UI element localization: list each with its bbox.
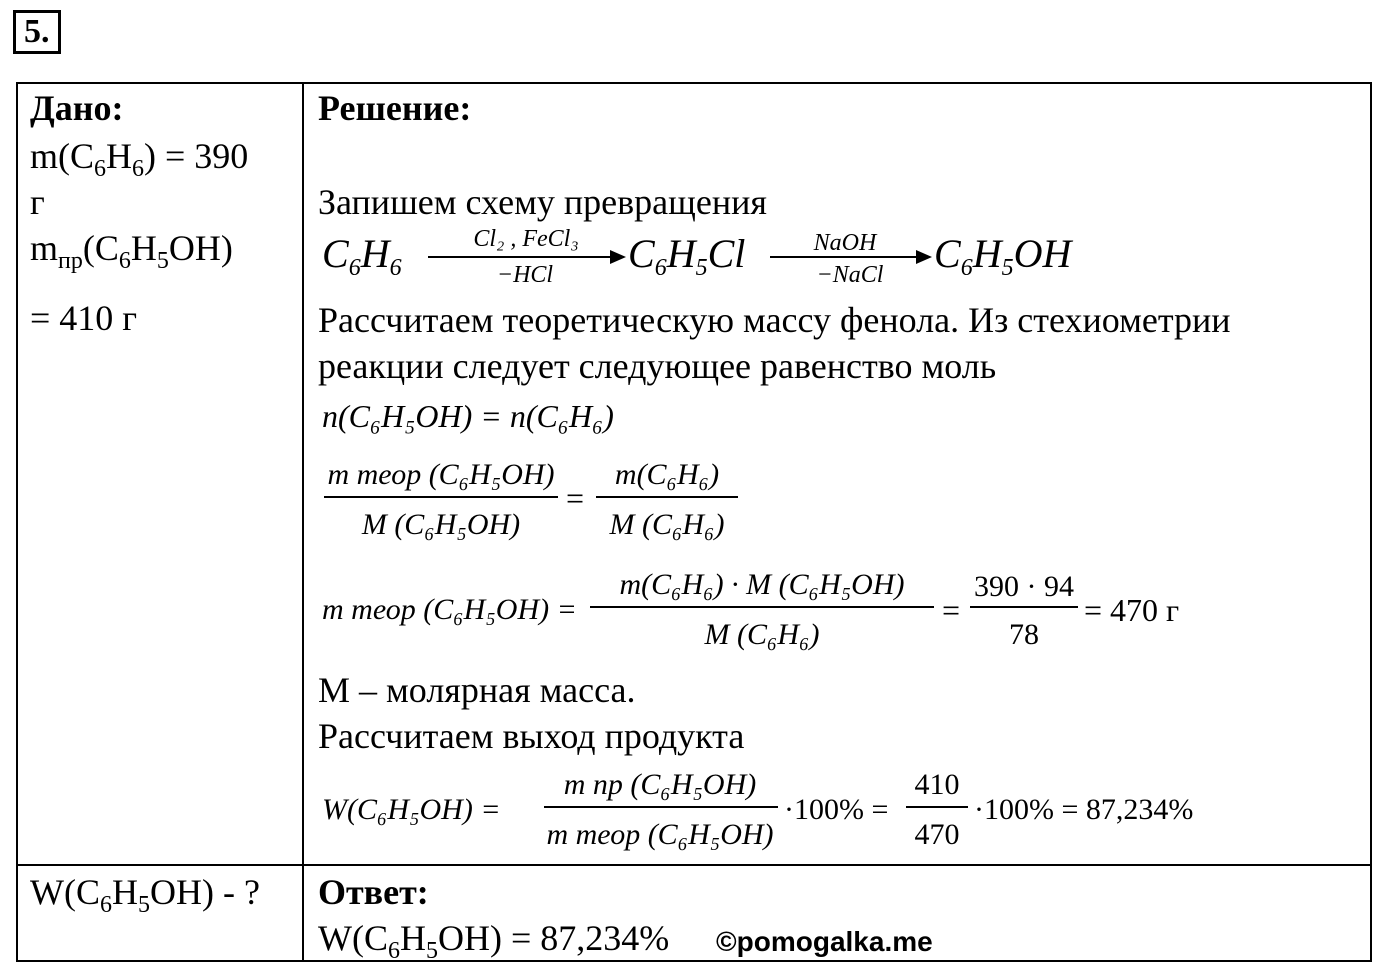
arrow2-conditions-bottom: −NaCl (816, 262, 884, 288)
eq3-equals: = (942, 592, 961, 628)
eq3-denominator-1: M (C₆H₆) (704, 618, 820, 651)
equation-mole-equality: n(C₆H₅OH) = n(C₆H₆) (322, 398, 614, 434)
text-theoretical-mass: Рассчитаем теоретическую массу фенола. Из стехиометрии (318, 300, 1231, 340)
eq2-lhs-fraction-bar (324, 496, 558, 498)
solution-heading: Решение: (318, 88, 472, 128)
eq2-rhs-numerator: m(C₆H₆) (614, 458, 720, 491)
text-mole-equality: реакции следует следующее равенство моль (318, 346, 997, 386)
eq2-lhs-numerator: m теор (C₆H₅OH) (327, 458, 555, 491)
answer-value: $W(C_6H_5OH) = 87,234\%$ (318, 918, 670, 964)
intermediate-chlorobenzene: $C_6H_5Cl$ (628, 231, 746, 281)
scheme-text: Запишем схему превращения (318, 182, 767, 222)
reagent-benzene: $C_6H_6$ (322, 231, 402, 281)
yield-text: Рассчитаем выход продукта (318, 716, 745, 756)
eq4-lhs: W(C₆H₅OH) = (322, 793, 501, 826)
eq4-result: ·100% = 87,234% (974, 793, 1194, 826)
eq2-equals: = (566, 480, 585, 516)
answer-heading: Ответ: (318, 872, 429, 912)
eq4-mid: ·100% = (784, 793, 889, 826)
eq3-numerator-1: m(C₆H₆) · M (C₆H₅OH) (619, 568, 905, 601)
arrow1-conditions-top: Cl₂ , FeCl₃ (473, 226, 579, 252)
arrow-head-1 (610, 250, 626, 264)
eq4-numerator-1: m пр (C₆H₅OH) (563, 768, 757, 801)
product-phenol: $C_6H_5OH$ (934, 231, 1072, 281)
eq3-fraction-bar-1 (590, 606, 934, 608)
eq3-denominator-2: 78 (1009, 618, 1039, 651)
eq4-fraction-bar-2 (906, 806, 968, 808)
watermark: ©pomogalka.me (716, 926, 933, 957)
given-mass-value: = 410 г (30, 298, 138, 338)
given-heading: Дано: (30, 88, 124, 128)
eq4-fraction-bar-1 (544, 806, 778, 808)
given-mass-benzene: $m(C_6H_6) = 390$ (30, 136, 249, 182)
eq3-result: = 470 г (1084, 592, 1180, 628)
eq4-numerator-2: 410 (914, 768, 960, 801)
table-column-divider (302, 82, 304, 962)
eq2-rhs-fraction-bar (596, 496, 738, 498)
table-row-divider (16, 864, 1372, 866)
given-unit-g: г (30, 182, 45, 222)
eq3-lhs: m теор (C₆H₅OH) = (322, 593, 577, 626)
eq4-denominator-2: 470 (914, 818, 960, 851)
arrow2-conditions-top: NaOH (813, 230, 877, 256)
given-mass-phenol-practical: $m_{пр}(C_6H_5OH)$ (30, 228, 233, 274)
eq2-lhs-denominator: M (C₆H₅OH) (361, 508, 521, 541)
eq3-fraction-bar-2 (970, 606, 1078, 608)
eq2-rhs-denominator: M (C₆H₆) (609, 508, 725, 541)
arrow-head-2 (916, 250, 932, 264)
arrow1-conditions-bottom: −HCl (496, 262, 554, 288)
reaction-arrow-2 (770, 256, 918, 258)
eq3-numerator-2: 390 · 94 (974, 570, 1074, 603)
reaction-arrow-1 (428, 256, 612, 258)
problem-number: 5. (13, 10, 61, 54)
find-yield: $W(C_6H_5OH)$ - ? (30, 872, 260, 918)
eq4-denominator-1: m теор (C₆H₅OH) (546, 818, 774, 851)
molar-mass-note: M – молярная масса. (318, 670, 636, 710)
